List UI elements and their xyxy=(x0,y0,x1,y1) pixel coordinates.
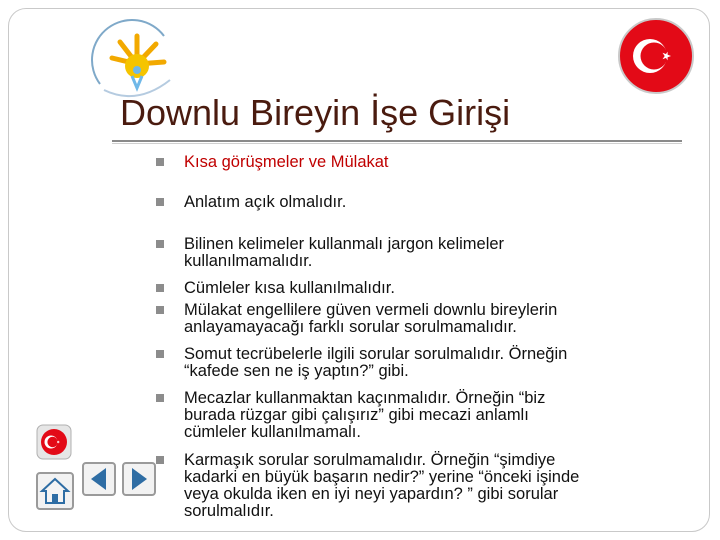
bullet-marker xyxy=(156,284,164,292)
next-slide-icon xyxy=(124,464,154,494)
bullet-marker xyxy=(156,240,164,248)
previous-slide-icon xyxy=(84,464,114,494)
title-divider-shadow xyxy=(112,143,682,144)
turkish-flag-small-icon xyxy=(36,424,72,460)
home-icon xyxy=(38,474,72,508)
home-button[interactable] xyxy=(36,472,74,510)
bullet-marker xyxy=(156,306,164,314)
list-item: Cümleler kısa kullanılmalıdır. xyxy=(184,279,395,297)
slide-title: Downlu Bireyin İşe Girişi xyxy=(120,92,511,133)
list-item: Bilinen kelimeler kullanmalı jargon kelimeler kullanılmamalıdır. xyxy=(184,235,505,270)
list-item: Karmaşık sorular sorulmamalıdır. Örneğin “şimdiye kadarki en büyük başarın nedir?” yerine “önceki işinde veya okulda iken en iyi neyi yapardın? ” gibi sorular sorulmalıdır. xyxy=(184,451,580,520)
bullet-marker xyxy=(156,350,164,358)
previous-slide-button[interactable] xyxy=(82,462,116,496)
list-item: Mülakat engellilere güven vermeli downlu bireylerin anlayamayacağı farklı sorular sorulmamalıdır. xyxy=(184,301,558,336)
turkish-flag-icon xyxy=(616,16,696,96)
list-item: Kısa görüşmeler ve Mülakat xyxy=(184,153,389,171)
list-item: Anlatım açık olmalıdır. xyxy=(184,193,347,211)
association-logo-icon xyxy=(82,14,182,104)
title-divider xyxy=(112,140,682,142)
language-flag-button[interactable] xyxy=(36,424,72,460)
bullet-marker xyxy=(156,394,164,402)
next-slide-button[interactable] xyxy=(122,462,156,496)
bullet-marker xyxy=(156,158,164,166)
bullet-marker xyxy=(156,198,164,206)
list-item: Mecazlar kullanmaktan kaçınmalıdır. Örneğin “biz burada rüzgar gibi çalışırız” gibi mecazi anlamlı cümleler kullanılmamalı. xyxy=(184,389,546,441)
list-item: Somut tecrübelerle ilgili sorular sorulmalıdır. Örneğin “kafede sen ne iş yaptın?” gibi. xyxy=(184,345,568,380)
bullet-marker xyxy=(156,456,164,464)
